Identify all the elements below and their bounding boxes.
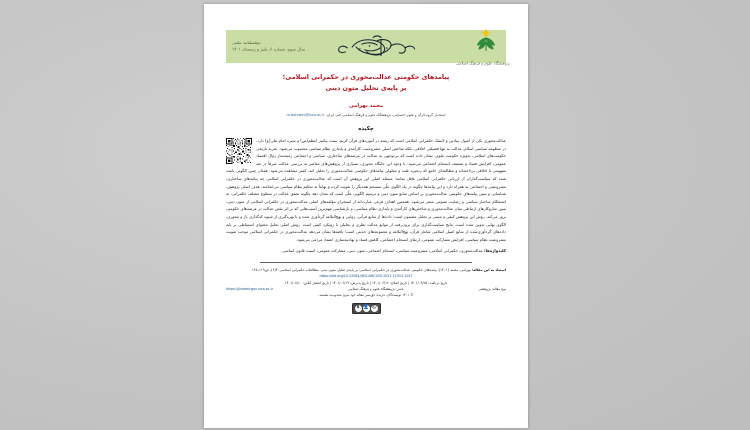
issue-info-line2: سال سوم، شماره ۶، پاییز و زمستان ۱۴۰۱	[232, 46, 305, 52]
document-page	[204, 4, 528, 428]
article-title	[226, 72, 506, 94]
license-badge-wrap	[226, 303, 506, 314]
abstract-heading: چکیده	[358, 126, 374, 133]
issue-info	[232, 40, 334, 52]
calligraphy-wordmark-icon	[333, 34, 429, 60]
keywords-text: عدالت‌محوری، حکمرانی اسلامی، مشروعیت سیاسی، انسجام اجتماعی، متون دینی، مشارکت عمومی، امنیت قانون اساسی.	[280, 248, 483, 254]
footer-divider	[260, 262, 472, 263]
journal-masthead	[226, 30, 510, 67]
author-block	[226, 102, 506, 118]
doi-link[interactable]: https://doi.org/10.22081/JISG.AMC020.2021.71913.1027	[319, 274, 413, 279]
footer-meta-row	[226, 287, 506, 291]
page-content	[204, 4, 528, 314]
keywords-label: کلیدواژه‌ها:	[484, 248, 506, 254]
issue-info-line1: دوفصلنامه علمی	[232, 40, 261, 46]
author-affiliation	[226, 113, 506, 118]
publication-dates: تاریخ دریافت: ۱۴۰۱/۰۳/۲۵ | تاریخ اصلاح: ۱۴۰۱/۰۶/۱۲ | تاریخ پذیرش: ۱۴۰۱/۰۶/۱۹ | تاریخ انتشار آنلاین: ۱۴۰۱/۰۸/۱۰	[284, 281, 448, 286]
abstract-body	[226, 137, 506, 243]
article-title-line1: پیامدهای حکومتی عدالت‌محوری در حکمرانی اسلامی؛	[282, 73, 450, 81]
citation-label: استناد به این مقاله:	[471, 267, 506, 272]
cc-by-mark-icon: 👤	[363, 305, 369, 311]
keywords-line	[226, 247, 506, 255]
wheat-sun-logo-icon	[473, 29, 499, 56]
journal-website-link[interactable]: https://jislamicgov.isca.ac.ir	[226, 287, 274, 292]
qr-code-icon[interactable]	[226, 138, 252, 164]
creative-commons-badge-icon[interactable]	[352, 303, 381, 314]
rights-statement: © ۱۴۰۱ نویسندگان. دارندهٔ حق‌نشر مقاله خود بدون محدودیت هستند.	[318, 293, 414, 298]
cc-nc-mark-icon: $	[356, 305, 360, 311]
author-email[interactable]: m.bahrami@isca.ac.ir	[286, 112, 325, 117]
publisher-name: ناشر: پژوهشگاه علوم و فرهنگ اسلامی	[347, 287, 404, 292]
cc-mark-icon: Ⓒ	[371, 305, 377, 311]
author-affiliation-text: استادیار گروه قرآن و علوم اجتماعی، پژوهشگاه علوم و فرهنگ اسلامی، قم، ایران.	[325, 112, 446, 117]
citation-text: بهرامی، محمد (۱۴۰۱). پیامدهای حکومتی عدالت‌محوری در حکمرانی اسلامی؛ بر پایه‌ی تحلیل متون دینی. مطالعات حکمرانی اسلامی، ۳(۶)، ص۱۱۹-۱۴۸.	[250, 267, 471, 272]
abstract-paragraph: عدالت‌محوری یکی از اصول بنیادین و لاینفک حکمرانی اسلامی است که ریشه در آموزه‌های قرآن کریم، سنت پیامبر اعظم(ص) و سیره امام علی(ع) دارد. در منظومه سیاسی اسلام، عدالت نه تنها فضیلتی اخلاقی، بلکه شاخص اصلی مشروعیت، کارآمدی و پایداری نظام سیاسی محسوب می‌شود. تجربه تاریخی حکومت‌های اسلامی، به‌ویژه حکومت علوی، نشان داده است که بی‌توجهی به عدالت در عرصه‌های ساختاری، سیاسی و اجتماعی زمینه‌ساز زوال اقتصاد عمومی، افزایش فساد و تضعیف انسجام اجتماعی می‌شود. با وجود این جایگاه محوری، بسیاری از پژوهش‌های معاصر به بررسی عدالت صرفاً در بعد مفهومی یا اخلاقی پرداخته‌اند و مطالعه‌ای جامع که زنجیره علت و معلولی پیامدهای حکومتی عدالت‌محوری را تحلیل کند، کمتر مشاهده می‌شود. فقدان چنین الگویی باعث شده که سیاست‌گذاران از ارزیابی حکمرانی اسلامی غافل بمانند؛ مسئله اصلی این پژوهش آن است که عدالت‌محوری در حکمرانی اسلامی چه پیامدهای ساختاری، مشروعیتی و اجتماعی به همراه دارد و این پیامدها چگونه در یک الگوی علّی منسجم همدیگر را تقویت کرده و نهایتاً به تحکیم نظام سیاسی می‌انجامند. هدف اصلی پژوهش، شناسایی و تبیین پیامدهای حکومتی عدالت‌محوری بر اساس منابع متون دینی و ترسیم الگویی علّی است که نشان دهد چگونه تحقق عدالت در سطوح مختلف حکمرانی، به استحکام ساختار سیاسی و رضایت عمومی منجر می‌شود. همچنین اهداف فرعی عبارت‌اند از استخراج مؤلفه‌های اصلی عدالت‌محوری در حکمرانی اسلامی از متون دینی، تبیین سازوکارهای ارتباطی میان عدالت‌محوری و شاخص‌های کارآمدی و پایداری نظام سیاسی، و بازشناسی مهم‌ترین آسیب‌هایی که بر اثر نقض عدالت در عرصه‌های حکومتی بروز می‌کند. روش این پژوهش کیفی و مبتنی بر تحلیل مضمون است؛ داده‌ها از منابع قرآنی، روایی و نهج‌البلاغه گردآوری شده و با بهره‌گیری از شیوه کدگذاری باز و محوری، الگوی نهایی تدوین شده است. نتایج سیاست‌گذاری برای برون‌رفت از موانع عدالت نظری و تحلیلی با رویکرد کیفی است. روش اصلی تحلیل محتوای استنباطی بر پایه داده‌های گردآوری‌شده از منابع اصیل اسلامی شامل قرآن، نهج‌البلاغه و مجموعه‌های حدیثی است؛ یافته‌ها نشان می‌دهد عدالت‌محوری در حکمرانی اسلامی موجب تقویت مشروعیت نظام سیاسی، افزایش مشارکت عمومی، ارتقای انسجام اجتماعی، کاهش فساد و نهادینه‌سازی اعتماد مردمی می‌شود.	[226, 138, 506, 242]
publisher-caption: پژوهشگاه علوم و فرهنگ اسلامی	[456, 61, 510, 67]
publisher-logo	[456, 32, 510, 67]
citation-block	[226, 267, 506, 273]
article-type: نوع مقاله: پژوهشی	[478, 287, 506, 292]
article-title-line2: بر پایه‌ی تحلیل متون دینی	[325, 84, 407, 93]
author-name: محمد بهرامی	[348, 103, 384, 110]
